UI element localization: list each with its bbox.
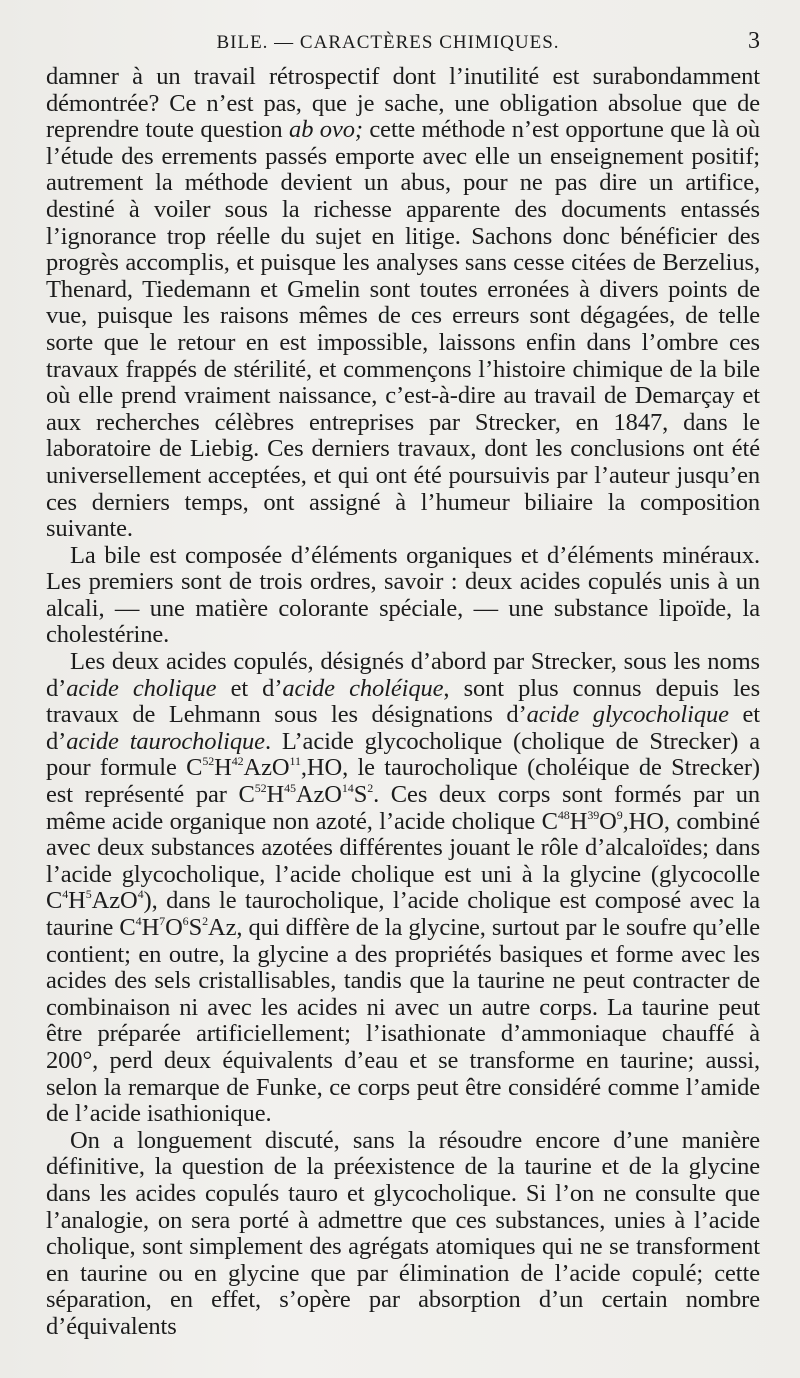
running-title: BILE. — CARACTÈRES CHIMIQUES. bbox=[216, 32, 560, 53]
paragraph: Les deux acides copulés, désignés d’abord par Strecker, sous les noms d’acide cholique et d’acide choléique, sont plus connus depuis les travaux de Lehmann sous les désignations d’acide glycocholique et d’acide taurocholique. L’acide glycocholique (cholique de Strecker) a pour formule $C^{52}H^{42}AzO^{11},HO$, le taurocholique (choléique de Strecker) est représenté par $C^{52}H^{45}AzO^{14}S^2$. Ces deux corps sont formés par un même acide organique non azoté, l’acide cholique $C^{48}H^{39}O^9,HO$, combiné avec deux substances azotées différentes jouant le rôle d’alcaloïdes; dans l’acide glycocholique, l’acide cholique est uni à la glycine (glycocolle $C^4H^5AzO^4$), dans le taurocholique, l’acide cholique est composé avec la taurine $C^4H^7O^6S^2Az$, qui diffère de la glycine, surtout par le soufre qu’elle contient; en outre, la glycine a des propriétés basiques et forme avec les acides des sels cristallisables, tandis que la taurine ne peut contracter de combinaison ni avec les acides ni avec un autre corps. La taurine peut être préparée artificiellement; l’isathionate d’ammoniaque chauffé à 200°, perd deux équivalents d’eau et se transforme en taurine; aussi, selon la remarque de Funke, ce corps peut être considéré comme l’amide de l’acide isathionique. bbox=[46, 648, 761, 1128]
paragraph: On a longuement discuté, sans la résoudre encore d’une manière définitive, la question de la préexistence de la taurine et de la glycine dans les acides copulés tauro et glycocholique. Si l’on ne consulte que l’analogie, on sera porté à admettre que ces substances, unies à l’acide cholique, sont simplement des agrégats atomiques qui ne se transforment en taurine ou en glycine que par élimination de l’acide copulé; cette séparation, en effet, s’opère par absorption d’un certain nombre d’équivalents bbox=[46, 1126, 760, 1340]
running-head bbox=[46, 28, 760, 64]
paragraph: damner à un travail rétrospectif dont l’inutilité est surabondamment démontrée? Ce n’est pas, que je sache, une obligation absolue que de reprendre toute question ab ovo; cette méthode n’est opportune que là où l’étude des errements passés emporte avec elle un enseignement positif; autrement la méthode devient un abus, pour ne pas dire un artifice, destiné à voiler sous la richesse apparente des documents entassés l’ignorance trop réelle du sujet en litige. Sachons donc bénéficier des progrès accomplis, et puisque les analyses sans cesse citées de Berzelius, Thenard, Tiedemann et Gmelin sont toutes erronées à divers points de vue, puisque les raisons mêmes de ces erreurs sont dégagées, de telle sorte que le retour en est impossible, laissons enfin dans l’ombre ces travaux frappés de stérilité, et commençons l’histoire chimique de la bile où elle prend vraiment naissance, c’est-à-dire au travail de Demarçay et aux recherches célèbres entreprises par Strecker, en 1847, dans le laboratoire de Liebig. Ces derniers travaux, dont les conclusions ont été universellement acceptées, et qui ont été poursuivis par l’auteur jusqu’en ces derniers temps, ont assigné à l’humeur biliaire la composition suivante. bbox=[46, 63, 760, 543]
page-number: 3 bbox=[748, 28, 760, 54]
body-text bbox=[46, 64, 760, 1341]
paragraph: La bile est composée d’éléments organiques et d’éléments minéraux. Les premiers sont de trois ordres, savoir : deux acides copulés unis à un alcali, — une matière colorante spéciale, — une substance lipoïde, la cholestérine. bbox=[46, 541, 760, 649]
